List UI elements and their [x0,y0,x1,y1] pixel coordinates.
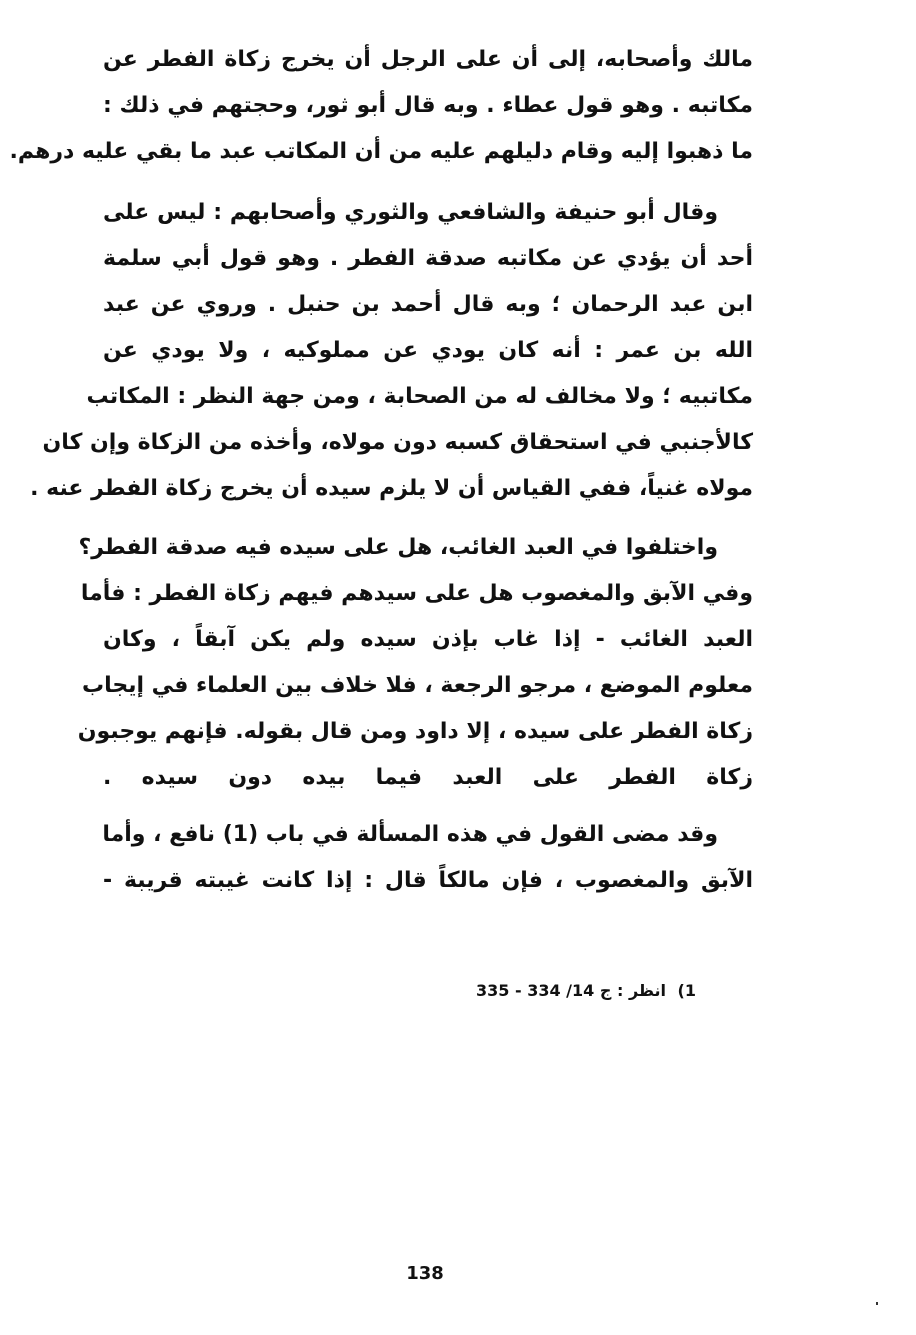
text-line: الآبق والمغصوب ، فإن مالكاً قال : إذا كانت غيبته قريبة - [103,868,753,893]
text-line: وفي الآبق والمغصوب هل على سيدهم فيهم زكاة الفطر : فأما [80,581,753,606]
text-line: زكاة الفطر على العبد فيما بيده دون سيده . [103,765,753,790]
text-line: زكاة الفطر على سيده ، إلا داود ومن قال بقوله. فإنهم يوجبون [77,719,753,744]
paragraph-1 [9,37,753,175]
text-line: مكاتبه . وهو قول عطاء . وبه قال أبو ثور، وحجتهم في ذلك : [103,93,753,118]
text-line: العبد الغائب - إذا غاب بإذن سيده ولم يكن آبقاً ، وكان [103,627,753,652]
text-line: مولاه غنياً، ففي القياس أن لا يلزم سيده أن يخرج زكاة الفطر عنه . [30,476,753,501]
text-line: الله بن عمر : أنه كان يودي عن مملوكيه ، ولا يودي عن [103,338,753,363]
paragraph-4 [103,812,753,904]
text-line: وقال أبو حنيفة والشافعي والثوري وأصحابهم : ليس على [103,200,718,225]
text-line: وقد مضى القول في هذه المسألة في باب (1) نافع ، وأما [102,822,718,847]
text-line: كالأجنبي في استحقاق كسبه دون مولاه، وأخذه من الزكاة وإن كان [42,430,753,455]
paragraph-3 [77,525,753,801]
text-line: أحد أن يؤدي عن مكاتبه صدقة الفطر . وهو قول أبي سلمة [103,246,753,271]
text-line: مالك وأصحابه، إلى أن على الرجل أن يخرج زكاة الفطر عن [103,47,753,72]
text-line: مكاتبيه ؛ ولا مخالف له من الصحابة ، ومن جهة النظر : المكاتب [86,384,753,409]
page-number: 138 [406,1263,444,1284]
footnote-marker: 1) [677,981,696,1000]
text-line: واختلفوا في العبد الغائب، هل على سيده فيه صدقة الفطر؟ [78,535,718,560]
text-line: معلوم الموضع ، مرجو الرجعة ، فلا خلاف بين العلماء في إيجاب [82,673,753,698]
paragraph-2 [30,190,753,512]
text-line: ابن عبد الرحمان ؛ وبه قال أحمد بن حنبل . وروي عن عبد [103,292,753,317]
footnote-text: انظر : ج 14/ 334 - 335 [476,981,666,1000]
scan-speck [876,1302,878,1305]
text-line: ما ذهبوا إليه وقام دليلهم عليه من أن المكاتب عبد ما بقي عليه درهم. [9,139,753,164]
footnote [476,980,696,1002]
